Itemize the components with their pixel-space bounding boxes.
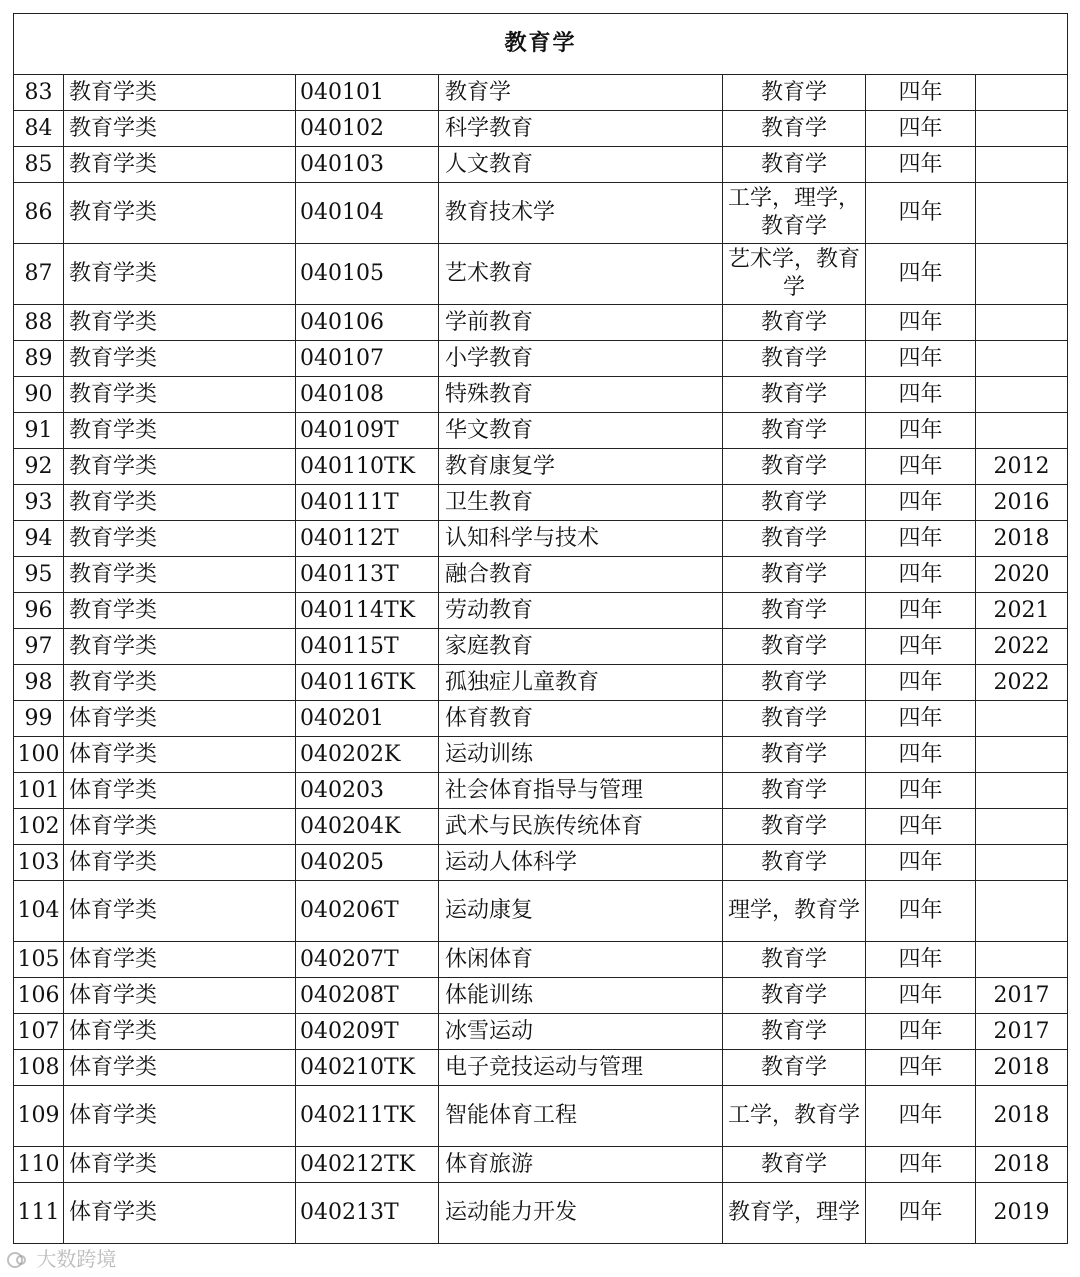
table-row — [14, 665, 1068, 701]
category-cell: 体育学类 — [64, 845, 296, 881]
program-code-cell: 040210TK — [296, 1050, 439, 1086]
duration-cell: 四年 — [866, 485, 976, 521]
duration-cell: 四年 — [866, 557, 976, 593]
program-name-cell: 教育康复学 — [439, 449, 723, 485]
program-code-cell: 040204K — [296, 809, 439, 845]
duration-cell: 四年 — [866, 521, 976, 557]
row-number: 85 — [14, 147, 64, 183]
row-number: 96 — [14, 593, 64, 629]
category-cell: 体育学类 — [64, 1050, 296, 1086]
category-cell: 教育学类 — [64, 75, 296, 111]
duration-cell: 四年 — [866, 978, 976, 1014]
program-name-cell: 教育学 — [439, 75, 723, 111]
duration-cell: 四年 — [866, 593, 976, 629]
program-name-cell: 社会体育指导与管理 — [439, 773, 723, 809]
row-number: 94 — [14, 521, 64, 557]
degree-cell: 教育学 — [723, 147, 866, 183]
program-name-cell: 智能体育工程 — [439, 1086, 723, 1147]
category-cell: 教育学类 — [64, 305, 296, 341]
category-cell: 教育学类 — [64, 557, 296, 593]
degree-cell: 教育学 — [723, 341, 866, 377]
year-cell — [976, 111, 1068, 147]
program-name-cell: 运动训练 — [439, 737, 723, 773]
table-row — [14, 485, 1068, 521]
program-name-cell: 休闲体育 — [439, 942, 723, 978]
row-number: 111 — [14, 1183, 64, 1244]
category-cell: 体育学类 — [64, 978, 296, 1014]
row-number: 104 — [14, 881, 64, 942]
category-cell: 体育学类 — [64, 809, 296, 845]
program-code-cell: 040110TK — [296, 449, 439, 485]
table-row — [14, 1050, 1068, 1086]
table-row — [14, 629, 1068, 665]
duration-cell: 四年 — [866, 773, 976, 809]
year-cell — [976, 341, 1068, 377]
year-cell — [976, 809, 1068, 845]
category-cell: 教育学类 — [64, 183, 296, 244]
category-cell: 体育学类 — [64, 701, 296, 737]
year-cell — [976, 737, 1068, 773]
degree-cell: 教育学 — [723, 485, 866, 521]
table-row — [14, 773, 1068, 809]
program-name-cell: 冰雪运动 — [439, 1014, 723, 1050]
program-name-cell: 孤独症儿童教育 — [439, 665, 723, 701]
row-number: 108 — [14, 1050, 64, 1086]
year-cell — [976, 75, 1068, 111]
row-number: 91 — [14, 413, 64, 449]
category-cell: 教育学类 — [64, 413, 296, 449]
year-cell: 2012 — [976, 449, 1068, 485]
program-code-cell: 040201 — [296, 701, 439, 737]
year-cell: 2020 — [976, 557, 1068, 593]
table-row — [14, 1147, 1068, 1183]
table-title: 教育学 — [14, 14, 1068, 75]
table-row — [14, 111, 1068, 147]
degree-cell: 艺术学，教育学 — [723, 244, 866, 305]
table-row — [14, 881, 1068, 942]
table-row — [14, 809, 1068, 845]
year-cell: 2018 — [976, 1086, 1068, 1147]
duration-cell: 四年 — [866, 449, 976, 485]
program-code-cell: 040107 — [296, 341, 439, 377]
row-number: 109 — [14, 1086, 64, 1147]
year-cell: 2017 — [976, 978, 1068, 1014]
table-row — [14, 593, 1068, 629]
duration-cell: 四年 — [866, 183, 976, 244]
table-row — [14, 701, 1068, 737]
category-cell: 体育学类 — [64, 881, 296, 942]
table-row — [14, 341, 1068, 377]
table-row — [14, 845, 1068, 881]
program-code-cell: 040109T — [296, 413, 439, 449]
row-number: 100 — [14, 737, 64, 773]
degree-cell: 教育学，理学 — [723, 1183, 866, 1244]
program-name-cell: 教育技术学 — [439, 183, 723, 244]
program-name-cell: 认知科学与技术 — [439, 521, 723, 557]
degree-cell: 教育学 — [723, 1014, 866, 1050]
program-name-cell: 科学教育 — [439, 111, 723, 147]
program-name-cell: 卫生教育 — [439, 485, 723, 521]
table-row — [14, 557, 1068, 593]
duration-cell: 四年 — [866, 701, 976, 737]
row-number: 97 — [14, 629, 64, 665]
program-code-cell: 040116TK — [296, 665, 439, 701]
program-name-cell: 运动康复 — [439, 881, 723, 942]
table-row — [14, 413, 1068, 449]
degree-cell: 工学，理学，教育学 — [723, 183, 866, 244]
category-cell: 体育学类 — [64, 737, 296, 773]
row-number: 99 — [14, 701, 64, 737]
table-row — [14, 244, 1068, 305]
program-name-cell: 人文教育 — [439, 147, 723, 183]
degree-cell: 教育学 — [723, 75, 866, 111]
degree-cell: 教育学 — [723, 111, 866, 147]
duration-cell: 四年 — [866, 665, 976, 701]
row-number: 95 — [14, 557, 64, 593]
program-code-cell: 040101 — [296, 75, 439, 111]
duration-cell: 四年 — [866, 413, 976, 449]
program-code-cell: 040209T — [296, 1014, 439, 1050]
program-code-cell: 040207T — [296, 942, 439, 978]
year-cell: 2016 — [976, 485, 1068, 521]
program-code-cell: 040112T — [296, 521, 439, 557]
duration-cell: 四年 — [866, 1014, 976, 1050]
degree-cell: 教育学 — [723, 978, 866, 1014]
duration-cell: 四年 — [866, 111, 976, 147]
duration-cell: 四年 — [866, 845, 976, 881]
row-number: 105 — [14, 942, 64, 978]
degree-cell: 教育学 — [723, 1050, 866, 1086]
category-cell: 体育学类 — [64, 1014, 296, 1050]
category-cell: 教育学类 — [64, 593, 296, 629]
degree-cell: 教育学 — [723, 593, 866, 629]
program-code-cell: 040111T — [296, 485, 439, 521]
program-name-cell: 体能训练 — [439, 978, 723, 1014]
table-row — [14, 183, 1068, 244]
row-number: 83 — [14, 75, 64, 111]
program-code-cell: 040113T — [296, 557, 439, 593]
degree-cell: 教育学 — [723, 413, 866, 449]
program-name-cell: 艺术教育 — [439, 244, 723, 305]
year-cell: 2022 — [976, 629, 1068, 665]
program-code-cell: 040114TK — [296, 593, 439, 629]
year-cell — [976, 845, 1068, 881]
year-cell — [976, 147, 1068, 183]
program-code-cell: 040103 — [296, 147, 439, 183]
degree-cell: 教育学 — [723, 737, 866, 773]
duration-cell: 四年 — [866, 1086, 976, 1147]
degree-cell: 教育学 — [723, 773, 866, 809]
degree-cell: 教育学 — [723, 521, 866, 557]
duration-cell: 四年 — [866, 75, 976, 111]
duration-cell: 四年 — [866, 244, 976, 305]
program-code-cell: 040106 — [296, 305, 439, 341]
duration-cell: 四年 — [866, 1147, 976, 1183]
program-code-cell: 040104 — [296, 183, 439, 244]
table-row — [14, 1086, 1068, 1147]
program-code-cell: 040203 — [296, 773, 439, 809]
year-cell — [976, 413, 1068, 449]
duration-cell: 四年 — [866, 377, 976, 413]
program-name-cell: 体育旅游 — [439, 1147, 723, 1183]
program-code-cell: 040105 — [296, 244, 439, 305]
row-number: 89 — [14, 341, 64, 377]
row-number: 98 — [14, 665, 64, 701]
program-code-cell: 040202K — [296, 737, 439, 773]
year-cell: 2021 — [976, 593, 1068, 629]
program-code-cell: 040102 — [296, 111, 439, 147]
table-row — [14, 737, 1068, 773]
year-cell: 2022 — [976, 665, 1068, 701]
category-cell: 教育学类 — [64, 244, 296, 305]
program-name-cell: 华文教育 — [439, 413, 723, 449]
table-row — [14, 942, 1068, 978]
category-cell: 教育学类 — [64, 521, 296, 557]
duration-cell: 四年 — [866, 942, 976, 978]
degree-cell: 教育学 — [723, 845, 866, 881]
degree-cell: 教育学 — [723, 1147, 866, 1183]
table-row — [14, 75, 1068, 111]
duration-cell: 四年 — [866, 147, 976, 183]
program-table — [13, 13, 1068, 1244]
row-number: 107 — [14, 1014, 64, 1050]
program-code-cell: 040208T — [296, 978, 439, 1014]
degree-cell: 教育学 — [723, 809, 866, 845]
table-row — [14, 521, 1068, 557]
program-name-cell: 劳动教育 — [439, 593, 723, 629]
row-number: 92 — [14, 449, 64, 485]
program-code-cell: 040206T — [296, 881, 439, 942]
program-code-cell: 040212TK — [296, 1147, 439, 1183]
duration-cell: 四年 — [866, 809, 976, 845]
category-cell: 教育学类 — [64, 377, 296, 413]
year-cell — [976, 244, 1068, 305]
row-number: 84 — [14, 111, 64, 147]
degree-cell: 教育学 — [723, 305, 866, 341]
category-cell: 教育学类 — [64, 449, 296, 485]
duration-cell: 四年 — [866, 1183, 976, 1244]
degree-cell: 理学，教育学 — [723, 881, 866, 942]
duration-cell: 四年 — [866, 341, 976, 377]
year-cell: 2018 — [976, 1050, 1068, 1086]
program-code-cell: 040108 — [296, 377, 439, 413]
year-cell — [976, 773, 1068, 809]
category-cell: 教育学类 — [64, 341, 296, 377]
year-cell — [976, 305, 1068, 341]
degree-cell: 教育学 — [723, 629, 866, 665]
year-cell — [976, 881, 1068, 942]
year-cell — [976, 942, 1068, 978]
program-code-cell: 040205 — [296, 845, 439, 881]
program-name-cell: 融合教育 — [439, 557, 723, 593]
degree-cell: 教育学 — [723, 665, 866, 701]
year-cell — [976, 377, 1068, 413]
program-code-cell: 040115T — [296, 629, 439, 665]
degree-cell: 教育学 — [723, 557, 866, 593]
duration-cell: 四年 — [866, 305, 976, 341]
program-name-cell: 电子竞技运动与管理 — [439, 1050, 723, 1086]
row-number: 106 — [14, 978, 64, 1014]
year-cell: 2019 — [976, 1183, 1068, 1244]
category-cell: 教育学类 — [64, 665, 296, 701]
row-number: 88 — [14, 305, 64, 341]
program-name-cell: 武术与民族传统体育 — [439, 809, 723, 845]
duration-cell: 四年 — [866, 1050, 976, 1086]
row-number: 110 — [14, 1147, 64, 1183]
program-name-cell: 运动能力开发 — [439, 1183, 723, 1244]
row-number: 102 — [14, 809, 64, 845]
watermark-text: 大数跨境 — [36, 1247, 117, 1271]
table-row — [14, 305, 1068, 341]
program-name-cell: 家庭教育 — [439, 629, 723, 665]
category-cell: 教育学类 — [64, 485, 296, 521]
category-cell: 体育学类 — [64, 1147, 296, 1183]
category-cell: 教育学类 — [64, 111, 296, 147]
table-body — [14, 14, 1068, 1244]
table-row — [14, 377, 1068, 413]
degree-cell: 教育学 — [723, 449, 866, 485]
duration-cell: 四年 — [866, 629, 976, 665]
year-cell: 2018 — [976, 1147, 1068, 1183]
row-number: 87 — [14, 244, 64, 305]
title-row — [14, 14, 1068, 75]
program-name-cell: 特殊教育 — [439, 377, 723, 413]
row-number: 86 — [14, 183, 64, 244]
program-name-cell: 学前教育 — [439, 305, 723, 341]
category-cell: 体育学类 — [64, 942, 296, 978]
row-number: 90 — [14, 377, 64, 413]
table-row — [14, 1183, 1068, 1244]
year-cell — [976, 183, 1068, 244]
program-code-cell: 040213T — [296, 1183, 439, 1244]
program-name-cell: 运动人体科学 — [439, 845, 723, 881]
row-number: 103 — [14, 845, 64, 881]
program-code-cell: 040211TK — [296, 1086, 439, 1147]
row-number: 101 — [14, 773, 64, 809]
category-cell: 教育学类 — [64, 147, 296, 183]
watermark — [6, 1243, 116, 1272]
category-cell: 体育学类 — [64, 773, 296, 809]
degree-cell: 工学，教育学 — [723, 1086, 866, 1147]
program-name-cell: 小学教育 — [439, 341, 723, 377]
table-row — [14, 1014, 1068, 1050]
year-cell: 2018 — [976, 521, 1068, 557]
degree-cell: 教育学 — [723, 701, 866, 737]
row-number: 93 — [14, 485, 64, 521]
program-name-cell: 体育教育 — [439, 701, 723, 737]
table-row — [14, 449, 1068, 485]
degree-cell: 教育学 — [723, 377, 866, 413]
year-cell — [976, 701, 1068, 737]
brand-logo-icon — [6, 1250, 30, 1270]
category-cell: 体育学类 — [64, 1183, 296, 1244]
duration-cell: 四年 — [866, 737, 976, 773]
category-cell: 教育学类 — [64, 629, 296, 665]
duration-cell: 四年 — [866, 881, 976, 942]
table-row — [14, 147, 1068, 183]
table-row — [14, 978, 1068, 1014]
category-cell: 体育学类 — [64, 1086, 296, 1147]
year-cell: 2017 — [976, 1014, 1068, 1050]
degree-cell: 教育学 — [723, 942, 866, 978]
